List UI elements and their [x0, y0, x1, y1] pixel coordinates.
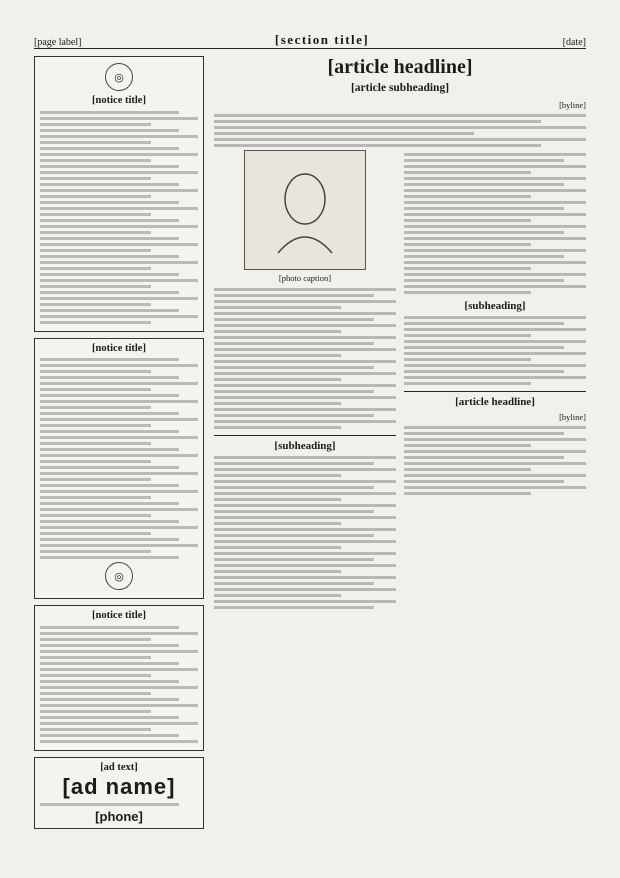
text-placeholder	[40, 662, 179, 665]
text-placeholder	[404, 225, 586, 228]
text-placeholder	[404, 462, 586, 465]
text-placeholder	[40, 189, 198, 192]
text-placeholder	[404, 358, 531, 361]
text-placeholder	[40, 123, 151, 126]
text-placeholder	[404, 426, 586, 429]
text-placeholder	[40, 728, 151, 731]
text-placeholder	[40, 638, 151, 641]
text-placeholder	[404, 273, 586, 276]
text-placeholder	[404, 183, 564, 186]
text-placeholder	[214, 456, 396, 459]
text-placeholder	[40, 454, 198, 457]
text-placeholder	[40, 544, 198, 547]
text-placeholder	[40, 508, 198, 511]
text-placeholder	[214, 570, 341, 573]
text-placeholder	[214, 588, 396, 591]
text-placeholder	[40, 273, 179, 276]
page-label: [page label]	[34, 37, 82, 48]
text-placeholder	[40, 358, 179, 361]
text-placeholder	[214, 564, 396, 567]
article-headline: [article headline]	[327, 56, 473, 78]
text-placeholder	[214, 138, 586, 141]
text-placeholder	[40, 668, 198, 671]
text-placeholder	[40, 309, 179, 312]
text-placeholder	[214, 498, 341, 501]
text-placeholder	[214, 408, 396, 411]
text-placeholder	[214, 114, 586, 117]
portrait-icon	[270, 165, 340, 255]
text-placeholder	[214, 558, 374, 561]
text-placeholder	[40, 159, 151, 162]
text-placeholder	[214, 540, 396, 543]
section-title: [section title]	[274, 32, 370, 47]
text-placeholder	[40, 520, 179, 523]
text-placeholder	[214, 606, 374, 609]
notice-title-1: [notice title]	[92, 95, 146, 106]
text-placeholder	[404, 450, 586, 453]
text-placeholder	[214, 324, 396, 327]
text-placeholder	[404, 432, 564, 435]
text-placeholder	[404, 474, 586, 477]
text-placeholder	[404, 468, 531, 471]
text-placeholder	[214, 402, 341, 405]
text-placeholder	[404, 291, 531, 294]
text-placeholder	[214, 504, 396, 507]
article-columns	[214, 150, 586, 612]
text-placeholder	[40, 165, 179, 168]
text-placeholder	[214, 510, 374, 513]
page-header	[34, 30, 586, 49]
text-placeholder	[404, 243, 531, 246]
subhead-2: [subheading]	[464, 300, 526, 312]
text-placeholder	[404, 207, 564, 210]
text-placeholder	[40, 698, 179, 701]
text-placeholder	[404, 171, 531, 174]
seal-icon: ◎	[105, 63, 133, 91]
text-placeholder	[214, 126, 586, 129]
text-placeholder	[40, 171, 198, 174]
text-placeholder	[40, 740, 198, 743]
text-placeholder	[404, 261, 586, 264]
text-placeholder	[214, 384, 396, 387]
text-placeholder	[214, 474, 341, 477]
text-placeholder	[40, 141, 151, 144]
text-placeholder	[404, 382, 531, 385]
text-placeholder	[214, 342, 374, 345]
text-placeholder	[214, 288, 396, 291]
notice-box-2	[34, 338, 204, 600]
text-placeholder	[40, 674, 151, 677]
text-placeholder	[404, 346, 564, 349]
text-placeholder	[40, 472, 198, 475]
text-placeholder	[40, 285, 151, 288]
text-placeholder	[40, 225, 198, 228]
text-placeholder	[404, 456, 564, 459]
text-placeholder	[40, 722, 198, 725]
text-placeholder	[404, 370, 564, 373]
text-placeholder	[214, 312, 396, 315]
text-placeholder	[214, 360, 396, 363]
text-placeholder	[40, 400, 198, 403]
text-placeholder	[214, 396, 396, 399]
text-placeholder	[40, 710, 151, 713]
left-column	[34, 56, 204, 835]
text-placeholder	[40, 291, 179, 294]
text-placeholder	[214, 336, 396, 339]
text-placeholder	[214, 594, 341, 597]
text-placeholder	[40, 153, 198, 156]
text-placeholder	[214, 522, 341, 525]
text-placeholder	[40, 514, 151, 517]
text-placeholder	[40, 111, 179, 114]
text-placeholder	[214, 414, 374, 417]
portrait-image	[244, 150, 366, 270]
text-placeholder	[214, 420, 396, 423]
text-placeholder	[214, 318, 374, 321]
text-placeholder	[40, 460, 151, 463]
text-placeholder	[40, 201, 179, 204]
text-placeholder	[214, 576, 396, 579]
right-headline: [article headline]	[404, 391, 586, 408]
text-placeholder	[404, 480, 564, 483]
text-placeholder	[214, 468, 396, 471]
text-placeholder	[40, 364, 198, 367]
text-placeholder	[214, 516, 396, 519]
text-placeholder	[40, 538, 179, 541]
text-placeholder	[214, 144, 541, 147]
text-placeholder	[40, 532, 151, 535]
right-byline: [byline]	[559, 412, 586, 422]
text-placeholder	[40, 424, 151, 427]
text-placeholder	[214, 486, 374, 489]
page-date: [date]	[562, 37, 586, 48]
article-byline: [byline]	[559, 100, 586, 110]
text-placeholder	[404, 376, 586, 379]
text-placeholder	[40, 303, 151, 306]
text-placeholder	[404, 165, 586, 168]
text-placeholder	[40, 261, 198, 264]
text-placeholder	[404, 195, 531, 198]
text-placeholder	[40, 466, 179, 469]
text-placeholder	[40, 315, 198, 318]
text-placeholder	[404, 189, 586, 192]
notice-title-2: [notice title]	[92, 342, 146, 354]
notice-box-1	[34, 56, 204, 332]
text-placeholder	[40, 478, 151, 481]
text-placeholder	[40, 484, 179, 487]
text-placeholder	[404, 201, 586, 204]
seal-icon: ◎	[105, 562, 133, 590]
text-placeholder	[40, 183, 179, 186]
text-placeholder	[40, 388, 151, 391]
article-col-2	[404, 150, 586, 612]
text-placeholder	[214, 462, 374, 465]
text-placeholder	[404, 237, 586, 240]
text-placeholder	[404, 438, 586, 441]
text-placeholder	[214, 492, 396, 495]
text-placeholder	[214, 378, 341, 381]
text-placeholder	[40, 177, 151, 180]
text-placeholder	[404, 322, 564, 325]
ad-top: [ad text]	[100, 761, 138, 773]
text-placeholder	[404, 231, 564, 234]
text-placeholder	[214, 348, 396, 351]
text-placeholder	[40, 526, 198, 529]
text-placeholder	[40, 370, 151, 373]
text-placeholder	[214, 300, 396, 303]
article-subhead: [article subheading]	[350, 82, 450, 94]
text-placeholder	[40, 195, 151, 198]
text-placeholder	[40, 734, 179, 737]
text-placeholder	[404, 159, 564, 162]
text-placeholder	[40, 680, 179, 683]
text-placeholder	[40, 406, 151, 409]
text-placeholder	[40, 448, 179, 451]
text-placeholder	[40, 550, 151, 553]
text-placeholder	[214, 294, 374, 297]
text-placeholder	[214, 426, 341, 429]
ad-phone: [phone]	[95, 809, 143, 825]
text-placeholder	[40, 692, 151, 695]
text-placeholder	[40, 382, 198, 385]
ad-name: [ad name]	[62, 774, 176, 800]
text-placeholder	[404, 177, 586, 180]
text-placeholder	[40, 213, 151, 216]
text-placeholder	[40, 650, 198, 653]
text-placeholder	[214, 132, 474, 135]
text-placeholder	[404, 249, 586, 252]
text-placeholder	[404, 492, 531, 495]
text-placeholder	[404, 153, 586, 156]
text-placeholder	[40, 496, 151, 499]
text-placeholder	[404, 364, 586, 367]
text-placeholder	[214, 582, 374, 585]
notice-title-3: [notice title]	[92, 610, 146, 622]
text-placeholder	[214, 372, 396, 375]
text-placeholder	[40, 418, 198, 421]
text-placeholder	[40, 394, 179, 397]
text-placeholder	[214, 120, 541, 123]
text-placeholder	[214, 366, 374, 369]
text-placeholder	[404, 486, 586, 489]
text-placeholder	[40, 803, 179, 806]
text-placeholder	[40, 267, 151, 270]
text-placeholder	[214, 306, 341, 309]
text-placeholder	[40, 147, 179, 150]
text-placeholder	[214, 534, 374, 537]
text-placeholder	[404, 340, 586, 343]
text-placeholder	[40, 442, 151, 445]
text-placeholder	[40, 626, 179, 629]
text-placeholder	[404, 219, 531, 222]
text-placeholder	[40, 255, 179, 258]
text-placeholder	[40, 436, 198, 439]
text-placeholder	[214, 354, 341, 357]
text-placeholder	[404, 255, 564, 258]
photo-caption: [photo caption]	[278, 273, 332, 283]
text-placeholder	[40, 207, 198, 210]
text-placeholder	[40, 686, 198, 689]
text-placeholder	[404, 352, 586, 355]
text-placeholder	[40, 243, 198, 246]
text-placeholder	[214, 528, 396, 531]
text-placeholder	[40, 135, 198, 138]
text-placeholder	[404, 444, 531, 447]
text-placeholder	[404, 285, 586, 288]
text-placeholder	[214, 546, 341, 549]
text-placeholder	[40, 430, 179, 433]
ad-box	[34, 757, 204, 830]
text-placeholder	[40, 644, 179, 647]
text-placeholder	[40, 632, 198, 635]
text-placeholder	[40, 490, 198, 493]
text-placeholder	[40, 219, 179, 222]
text-placeholder	[40, 412, 179, 415]
text-placeholder	[404, 267, 531, 270]
notice-box-3	[34, 605, 204, 751]
text-placeholder	[40, 656, 151, 659]
main-article	[214, 56, 586, 612]
text-placeholder	[404, 334, 531, 337]
text-placeholder	[40, 502, 179, 505]
text-placeholder	[214, 480, 396, 483]
text-placeholder	[214, 390, 374, 393]
text-placeholder	[40, 704, 198, 707]
text-placeholder	[214, 330, 341, 333]
text-placeholder	[40, 129, 179, 132]
text-placeholder	[214, 552, 396, 555]
subhead-1: [subheading]	[214, 435, 396, 452]
text-placeholder	[40, 321, 151, 324]
text-placeholder	[40, 117, 198, 120]
text-placeholder	[40, 716, 179, 719]
text-placeholder	[214, 600, 396, 603]
text-placeholder	[40, 297, 198, 300]
text-placeholder	[40, 376, 179, 379]
text-placeholder	[40, 237, 179, 240]
text-placeholder	[404, 279, 564, 282]
text-placeholder	[40, 556, 179, 559]
article-col-1	[214, 150, 396, 612]
text-placeholder	[404, 213, 586, 216]
text-placeholder	[404, 328, 586, 331]
text-placeholder	[404, 316, 586, 319]
text-placeholder	[40, 279, 198, 282]
text-placeholder	[40, 249, 151, 252]
text-placeholder	[40, 231, 151, 234]
